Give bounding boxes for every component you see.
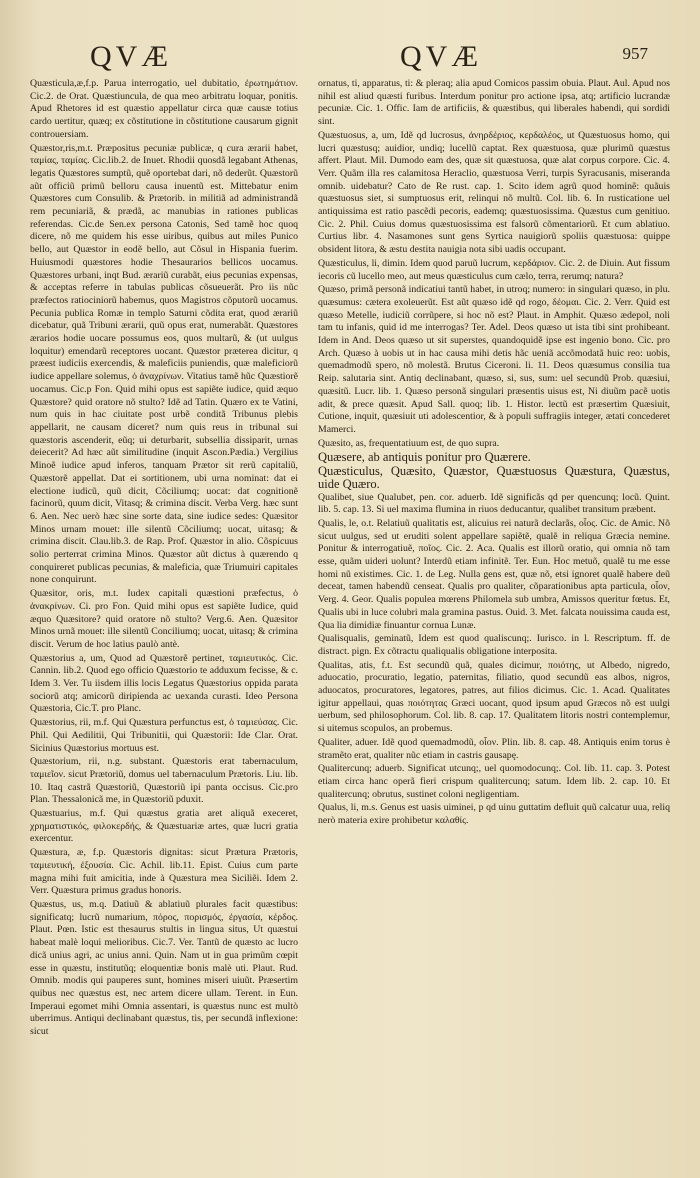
dictionary-entry: Quæstuosus, a, um, Idẽ qd lucrosus, ἀνηρδέριος, κερδαλέος, ut Quæstuosus homo, qui lucri quæstusq; auidior, undiq; lucellũ captat. Rex quæstuosa, quæ plurimũ quæstus affert. Plaut. Mil. Dumodo eam des, quæ sit quæstuosa, quæ alat corpus corpore. Cic. 4. Verr. Quãm illa res calamitosa Heraclio, quæstuosa Verri, turpis Syracusanis, miseranda omnib. uidebatur? Cato de Re rust. cap. 1. Scito idem agrũ quod hominẽ: quãuis quæstuosus siet, si sumptuosus erit, relinqui nõ multũ. Col. lib. 6. In rusticatione uel antiquissima est ratio pascẽdi pecoris, eademq; quæstuosissima. Quæstus cum genitiuo. Cic. 2. Phil. Cuius domus quæstuosissima est falsorũ cõmentariorũ. Et cum ablatiuo. Curtius libr. 4. Nasamones sunt gens Syrtica nauigiorũ spoliis quæstuosa: quippe obsident litora, & æstu destita nauigia nota sibi uadis occupant.: [318, 129, 670, 256]
dictionary-entry: Quæstor,ris,m.t. Præpositus pecuniæ publicæ, q cura ærarii habet, ταμίας, ταμίας. Cic.lib.2. de Inuet. Rhodii quosdã legabant Athenas, legatis Quæstores sumptũ, quẽ oportebat dari, nõ dederũt. Quæstorũ aũt officiũ primũ belloru causa inuentũ est. Mittebatur enim Quæstores cum Consulib. & Prætorib. in militiã ad administrandã rem pecuniariã, & prædã, ac manubias in rationes publicas referendas. Cic.de Sen.ex persona Catonis, Sed tamẽ hoc quoq dicere, nõ me quidem his esse uiribus, quibus aut miles Punico bello, aut Quæstor in eodẽ bello, aut Cõsul in Hispania fuerim. Huiusmodi quæstores hodie Thesaurarios bellicos uocamus. Quæstores urbani, inqt Bud. ærariũ curabãt, eius pecunias expensas, & acceptas referre in tabulas publicas cõsueuerãt. Pro iis nũc præfectos ratiociniorũ habemus, quos Magistros cõputorũ uocamus. Pecunia publica Romæ in templo Saturni cõdita erat, quod ærariũ dicebatur, quã Tribuni ærarii, quũ opus erat, numerabãt. Quæstores ærarios hodie uocare possumus eos, quos multarũ, & (ut uulgus loquitur) emendarũ receptores uocant. Quæstor præterea dicitur, q præest iudiciis exercendis, & maleficiis puniendis, quæ maleficiorũ iudice appellare solemus, ὁ ἀναχρίνων. Vitatius tamẽ hũc Quæstiorẽ uocamus. Cic.p Fon. Quid mihi opus est sapiẽte iudice, quid æquo Quæstore? quid oratore nõ stulto? Idẽ ad Tatin. Quæro ex te Vatini, num quis in hac ciuitate post urbẽ conditã Tribunus plebis appellarit, ne causam diceret? num quis reus in tribunal sui quæstoris ascenderit, eũq; ui deturbarit, subsellia dissiparit, urnas deiecerit? Ad hæc aũt similitudine (inquit Ascon.Pædia.) Vergilius Minoẽ iudice apud inferos, tanquam Prætor sit rerũ capitaliũ, Quæstorẽ appellat. Dat ei sortitionem, ubi urna nominat: dat ei electione iudicũ, quũ dicit, Cõciliumq; uocat: dat cognitionẽ facinorũ, quum dicit, Vitasq; & crimina discit. Verba Verg. hæc sunt 6. Aen. Nec uerò hæc sine sorte data, sine iudice sedes: Quæsitor Minos urnam mouet: ille silentũ Cõciliumq; uocat, uitasq; & crimina discit. Clau.lib.3. de Rap. Prof. Quæstor in alio. Cõspicuus solio perterrat crimina Minos. Quæstor aũt dictus à quærendo q conquireret publicas pecunias, & maleficia, quæ Triumuiri capitales none conquirunt.: [30, 142, 298, 586]
running-header: [0, 40, 700, 80]
dictionary-entry: Quæsito, as, frequentatiuum est, de quo supra.: [318, 437, 500, 449]
dictionary-entry: Quæstorius a, um, Quod ad Quæstorẽ pertinet, ταμιευτικός. Cic. Cannin. lib.2. Quod ego officio Quæstorio te adduxum fecisse, & c. Idem 3. Ver. Tu iisdem illis locis Legatus Quæstorius oppida parata sociorũ atq; amicorũ diripienda ac uexanda curasti. Ideo Persona Quæstoria, Cic.T. pro Planc.: [30, 652, 298, 715]
dictionary-entry: Quæsticula,æ,f.p. Parua interrogatio, uel dubitatio, ἐρωτημάτιον. Cic.2. de Orat. Quæstiuncula, de qua meo arbitratu loquar, ponitis. Apud Rhetores id est quæstio appellatur circa quæ causæ totius cardo uertitur, quæq; ex cõstitutione in cõstitutione causarum gignit controuersiam.: [30, 78, 298, 140]
dictionary-entry: Qualitas, atis, f.t. Est secundũ quã, quales dicimur, ποιότης, ut Albedo, nigredo, aduocatio, procuratio, legatio, paternitas, filiatio, quod secundũ eas albos, nigros, aduocatos, procuratores, legatores, patres, aut filios dicimus. Cic. 1. Acad. Qualitates igitur appellaui, quas ποιότητας Græci uocant, quod ipsum apud Græcos nõ est uulgi uerbum, sed philosophorum. Col. lib. 8. cap. 17. Qualitatem litoris nostri contemplemur, si uitemus scopulos, an probemus.: [318, 659, 670, 735]
dictionary-entry: Quæsere, ab antiquis ponitur pro Quærere.: [318, 450, 531, 465]
dictionary-entry: Quæstuarius, m.f. Qui quæstus gratia aret aliquã execeret, χρηματιστικός, φιλοκερδής, & Quæstuariæ artes, quæ lucri gratia exercentur.: [30, 808, 298, 845]
dictionary-entry: Qualiter, aduer. Idẽ quod quemadmodũ, οἷον. Plin. lib. 8. cap. 48. Antiquis enim torus è stramẽto erat, qualiter nũc etiam in castris gausapę.: [318, 736, 670, 761]
dictionary-entry: ornatus, ti, apparatus, ti: & pleraq; alia apud Comicos passim obuia. Plaut. Aul. Apud nos nihil est aliud quæsti furibus. Interdum ponitur pro actione ipsa, atq; artificio lucrandæ pecuniæ. Cic. 1. Offic. Iam de artificiis, & quæstibus, qui liberales habendi, qui sordidi sint.: [318, 78, 670, 128]
right-running-title: QVÆ: [400, 40, 483, 73]
dictionary-entry: Quæstorius, rii, m.f. Qui Quæstura perfunctus est, ὁ ταμιεύσας. Cic. Phil. Qui Aedilitii, Qui Tribunitii, qui Quæstorii: Ide Clar. Orat. Sicinius Quæstorius mortuus est.: [30, 717, 298, 754]
page-number: 957: [622, 44, 648, 63]
dictionary-entry: Quæsticulus, li, dimin. Idem quod paruũ lucrum, κερδάριον. Cic. 2. de Diuin. Aut fissum iecoris cũ lucello meo, aut meus quæsticulus cum cælo, terra, rerumq; natura?: [318, 257, 670, 282]
dictionary-entry: Quæstorium, rii, n.g. substant. Quæstoris erat tabernaculum, ταμιεῖον. sicut Prætoriũ, domus uel tabernaculum Prætoris. Liu. lib. 10. Itaq castrã Quæstoriũ, Quæstoriũ ipi panta occisus. Cic.pro Plan. Thessalonicã me, in Quæstoriũ pduxit.: [30, 756, 298, 806]
dictionary-entry: Qualitercunq; aduerb. Significat utcunq;, uel quomodocunq;. Col. lib. 11. cap. 3. Potest etiam circa hanc operã fieri crispum qualitercunq; satum. Idem lib. 2. cap. 10. Et qualitercunq; obrutus, sustinet coloni negligentiam.: [318, 763, 670, 800]
dictionary-entry: Qualisqualis, geminatũ, Idem est quod qualiscunq;. Iurisco. in l. Rescriptum. ff. de distract. pign. Ex cõtractu qualiqualis obligatione interposita.: [318, 633, 670, 657]
right-column: [318, 78, 670, 829]
dictionary-entry: Qualus, li, m.s. Genus est uasis uiminei, p qd uinu guttatim defluit quũ calcatur uua, reliq nerò materia exire prohibetur καλαθίς.: [318, 802, 670, 827]
dictionary-entry: Quæstura, æ, f.p. Quæstoris dignitas: sicut Prætura Prætoris, ταμιευτική, ἐξουσία. Cic. Achil. lib.11. Epist. Cuius cum parte magna mihi fuit amicitia, inde à Quæstura mea Siciliẽi. Idem 2. Verr. Quæstura primus gradus honoris.: [30, 847, 298, 897]
dictionary-entry: Quæsitor, oris, m.t. Iudex capitali quæstioni præfectus, ὁ ἀνακρίνων. Ci. pro Fon. Quid mihi opus est sapiẽte Iudice, quid æquo Quæsitore? quid oratore nõ stulto? Verg.6. Aen. Quæsitor Minos urnã mouet: ille silentũ Conciliumq; uocat, uitasq; & crimina discit. Verum de hoc latius paulò antè.: [30, 588, 298, 650]
dictionary-entry: Quæstus, us, m.q. Datiuũ & ablatiuũ plurales facit quæstibus: significatq; lucrũ numarium, πόρος, πορισμός, ἐργασία, κέρδος. Plaut. Pœn. Istic est thesaurus stultis in lingua situs, Ut quæstui habeat malè loqui melioribus. Cic.7. Ver. Tantũ de quæsto ac lucro dicã unius agri, ac unius anni. Quin. Nam ut in gua primũm cœpit esse in quæstu, institutũq; eloquentiæ bonis malè uti. Plaut. Rud. Omnib. modis qui pauperes sunt, homines miseri uiuũt. Præsertim quibus nec quæstus est, nec artem dicere ullam. Terent. in Eun. Imperaui egomet mihi Omnia assentari, is quæstus nunc est multò uberrimus. Antiqui declinabant quæstus, tis, per secundã inflexione: sicut: [30, 899, 298, 1038]
dictionary-entry: Qualis, le, o.t. Relatiuũ qualitatis est, alicuius rei naturã declarãs, οἷος. Cic. de Amic. Nõ sicut uulgus, sed ut eruditi solent appellare sapiẽtẽ, qualẽ in reliqua Græcia nemine. Ponitur & interrogatiuẽ, ποῖος. Cic. 2. Aca. Qualis est illorũ oratio, qui omnia nõ tam esse, quãm uideri uolunt? Interdũ etiam infinitẽ. Ter. Eun. Hoc metuõ, qualẽ tu me esse homi nũ existimes. Cic. 1. de Leg. Nulla gens est, quæ nõ, etsi ignoret qualẽ habere deũ deceat, tamen habendũ censeat. Qualis pro qualiter, cõparationibus apta particula, οἷον, Verg. 4. Geor. Qualis populea mœrens Philomela sub umbra, Amissos queritur fœtus. Et, Qualis ubi in luce colubri mala gramina pastus. Ouid. 3. Met. falcata nouissima cauda est, Qua lia dimidiæ finuantur cornua Lunæ.: [318, 517, 670, 631]
dictionary-entry: Quæsticulus, Quæsito, Quæstor, Quæstuosus Quæstura, Quæstus, uide Quæro.: [318, 464, 670, 491]
left-column: [30, 78, 298, 1040]
dictionary-entry: Qualibet, siue Qualubet, pen. cor. aduerb. Idẽ significãs qd per quencunq; locũ. Quint. lib. 5. cap. 13. Si uel maxima flumina in riuos deducantur, qualibet transitum præbent.: [318, 491, 670, 516]
dictionary-entry: Quæso, primã personã indicatiui tantũ habet, in utroq; numero: in singulari quæso, in plu. quæsumus: cætera exoleuerũt. Est aũt quæso idẽ qd rogo, δέομαι. Cic. 2. Verr. Quid est quæso Metelle, iudiciũ corrũpere, si hoc nõ est? Plaut. in Amphit. Quæso ædepol, noli tam tu infanis, quid id me interrogas? Ter. Adel. Deos quæso ut ista tibi sint prohibeant. Idem in And. Deos quæso ut sit superstes, quandoquidẽ ipse est ingenio bono. Cic. pro Arch. Quæso à uobis ut in hac causa mihi detis hãc ueniã accõmodatã huic reo: uobis, quemadmodũ spero, nõ molestã. Brutus Ciceroni. li. 11. Deos quæsumus consilia tua Reip. salutaria sint. Antiq declinabant, quæso, si, sus, sum: uel secundũ Prob. quæsiui, quæsitũ. Lucr. lib. 1. Quæso personã singulari præsentis uisus est, Ni diuũm pacẽ uotis adit, & prece quæsit. Apud Sall. quoq; lib. 1. Histor. lectũ est præsertim Quæsiuit, Cutione, inquit, quæsiuit uti adolescentior, & à populi suffragiis integer, ætati concederet Mamerci.: [318, 284, 670, 435]
left-running-title: QVÆ: [90, 40, 173, 73]
